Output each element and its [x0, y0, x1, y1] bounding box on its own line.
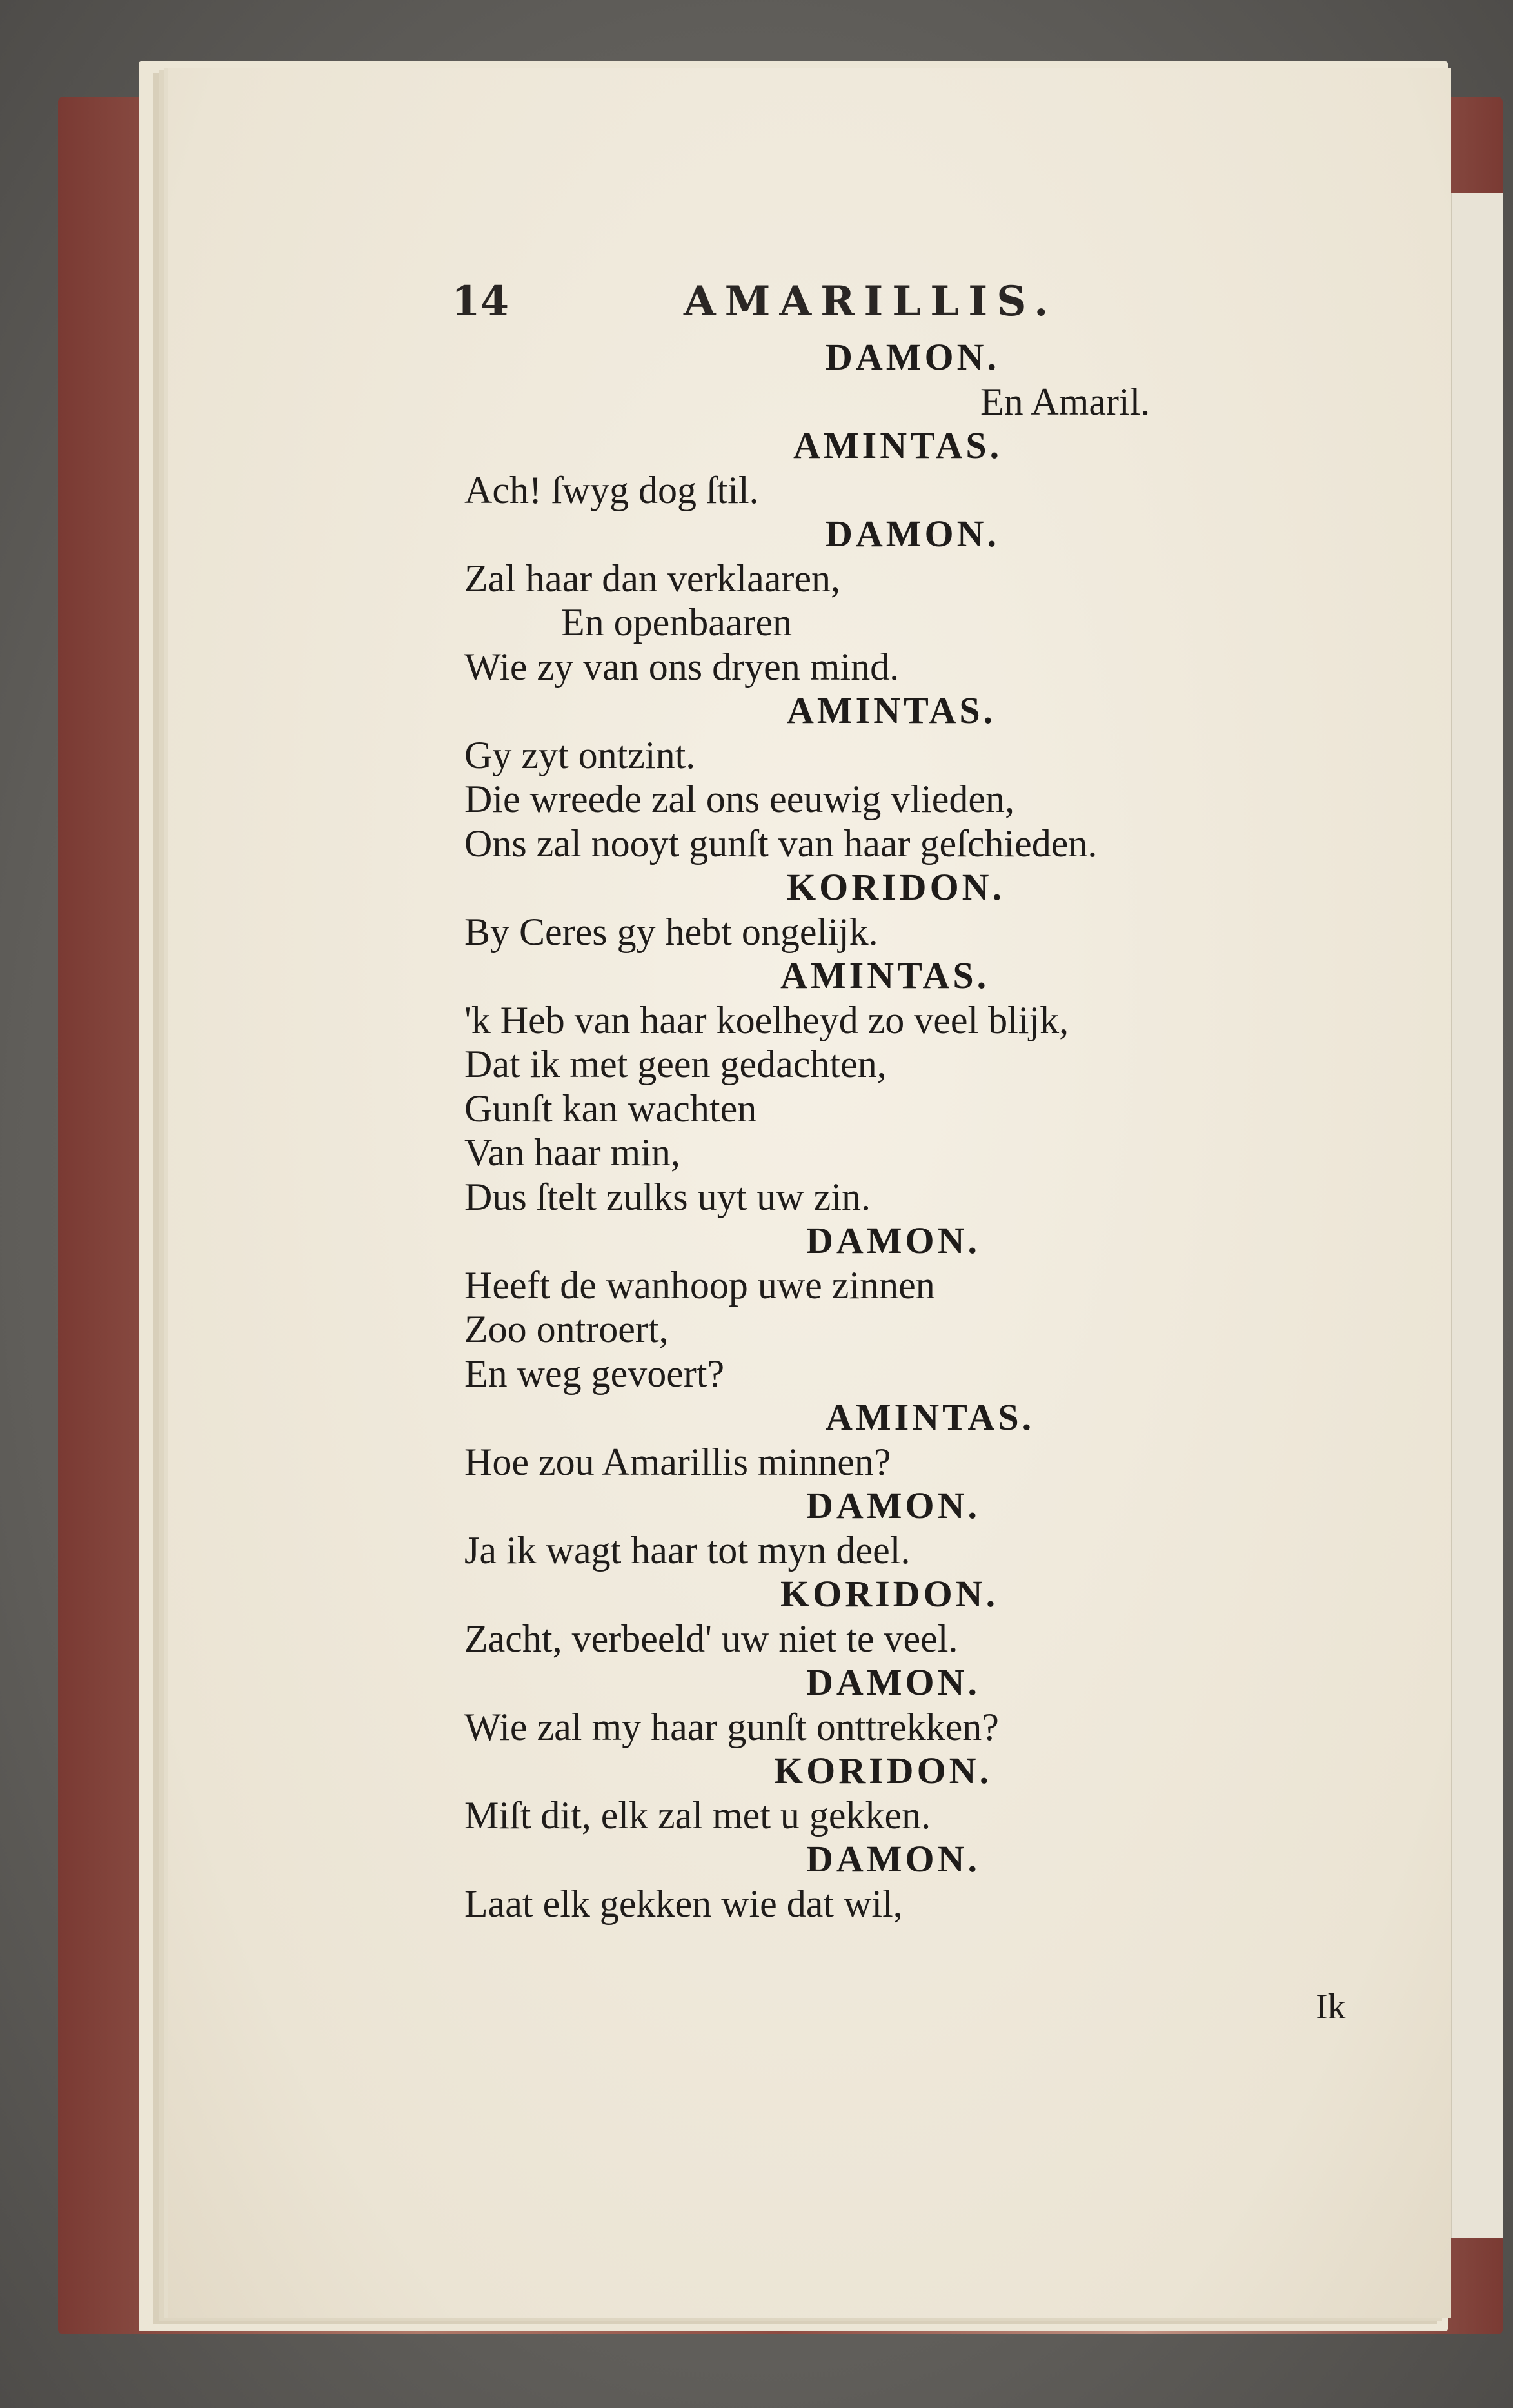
verse-line: Ons zal nooyt gunſt van haar geſchieden. [464, 822, 1098, 865]
facing-page-edge [1448, 193, 1503, 2238]
verse-line: En openbaaren [561, 601, 793, 644]
catchword: Ik [1316, 1987, 1346, 2027]
speaker-name: KORIDON. [787, 866, 1005, 908]
verse-line: 'k Heb van haar koelheyd zo veel blijk, [464, 998, 1069, 1041]
speaker-name: AMINTAS. [787, 689, 996, 731]
verse-line: Miſt dit, elk zal met u gekken. [464, 1793, 931, 1837]
speaker-name: AMINTAS. [793, 424, 1003, 466]
speaker-name: KORIDON. [774, 1750, 993, 1791]
running-header [451, 277, 1225, 342]
verse-line: Gy zyt ontzint. [464, 733, 696, 776]
speaker-name: AMINTAS. [780, 954, 990, 996]
verse-line: Zal haar dan verklaaren, [464, 557, 840, 600]
verse-line: Heeft de wanhoop uwe zinnen [464, 1263, 935, 1307]
speaker-name: KORIDON. [780, 1573, 999, 1615]
speaker-name: AMINTAS. [826, 1396, 1035, 1438]
verse-line: En Amaril. [980, 380, 1151, 423]
running-title: AMARILLIS. [684, 277, 1058, 326]
speaker-name: DAMON. [826, 336, 1000, 378]
page-number: 14 [451, 277, 509, 326]
verse-line: Wie zy van ons dryen mind. [464, 645, 900, 688]
verse-line: Dat ik met geen gedachten, [464, 1043, 887, 1085]
verse-line: Die wreede zal ons eeuwig vlieden, [464, 778, 1014, 820]
verse-line: Laat elk gekken wie dat wil, [464, 1882, 903, 1925]
verse-line: By Ceres gy hebt ongelijk. [464, 910, 878, 953]
speaker-name: DAMON. [806, 1485, 981, 1526]
verse-line: Gunſt kan wachten [464, 1087, 757, 1130]
speaker-name: DAMON. [826, 513, 1000, 555]
verse-line: Ja ik wagt haar tot myn deel. [464, 1528, 911, 1572]
verse-line: Zacht, verbeeld' uw niet te veel. [464, 1617, 958, 1660]
speaker-name: DAMON. [806, 1219, 981, 1261]
verse-line: Van haar min, [464, 1131, 680, 1174]
verse-line: Hoe zou Amarillis minnen? [464, 1440, 891, 1483]
speaker-name: DAMON. [806, 1838, 981, 1880]
dialogue-text [464, 335, 1367, 1926]
verse-line: Zoo ontroert, [464, 1308, 669, 1350]
verse-line: Dus ſtelt zulks uyt uw zin. [464, 1175, 871, 1218]
verse-line: En weg gevoert? [464, 1352, 725, 1395]
verse-line: Wie zal my haar gunſt onttrekken? [464, 1705, 999, 1748]
verse-line: Ach! ſwyg dog ſtil. [464, 468, 759, 511]
speaker-name: DAMON. [806, 1661, 981, 1703]
